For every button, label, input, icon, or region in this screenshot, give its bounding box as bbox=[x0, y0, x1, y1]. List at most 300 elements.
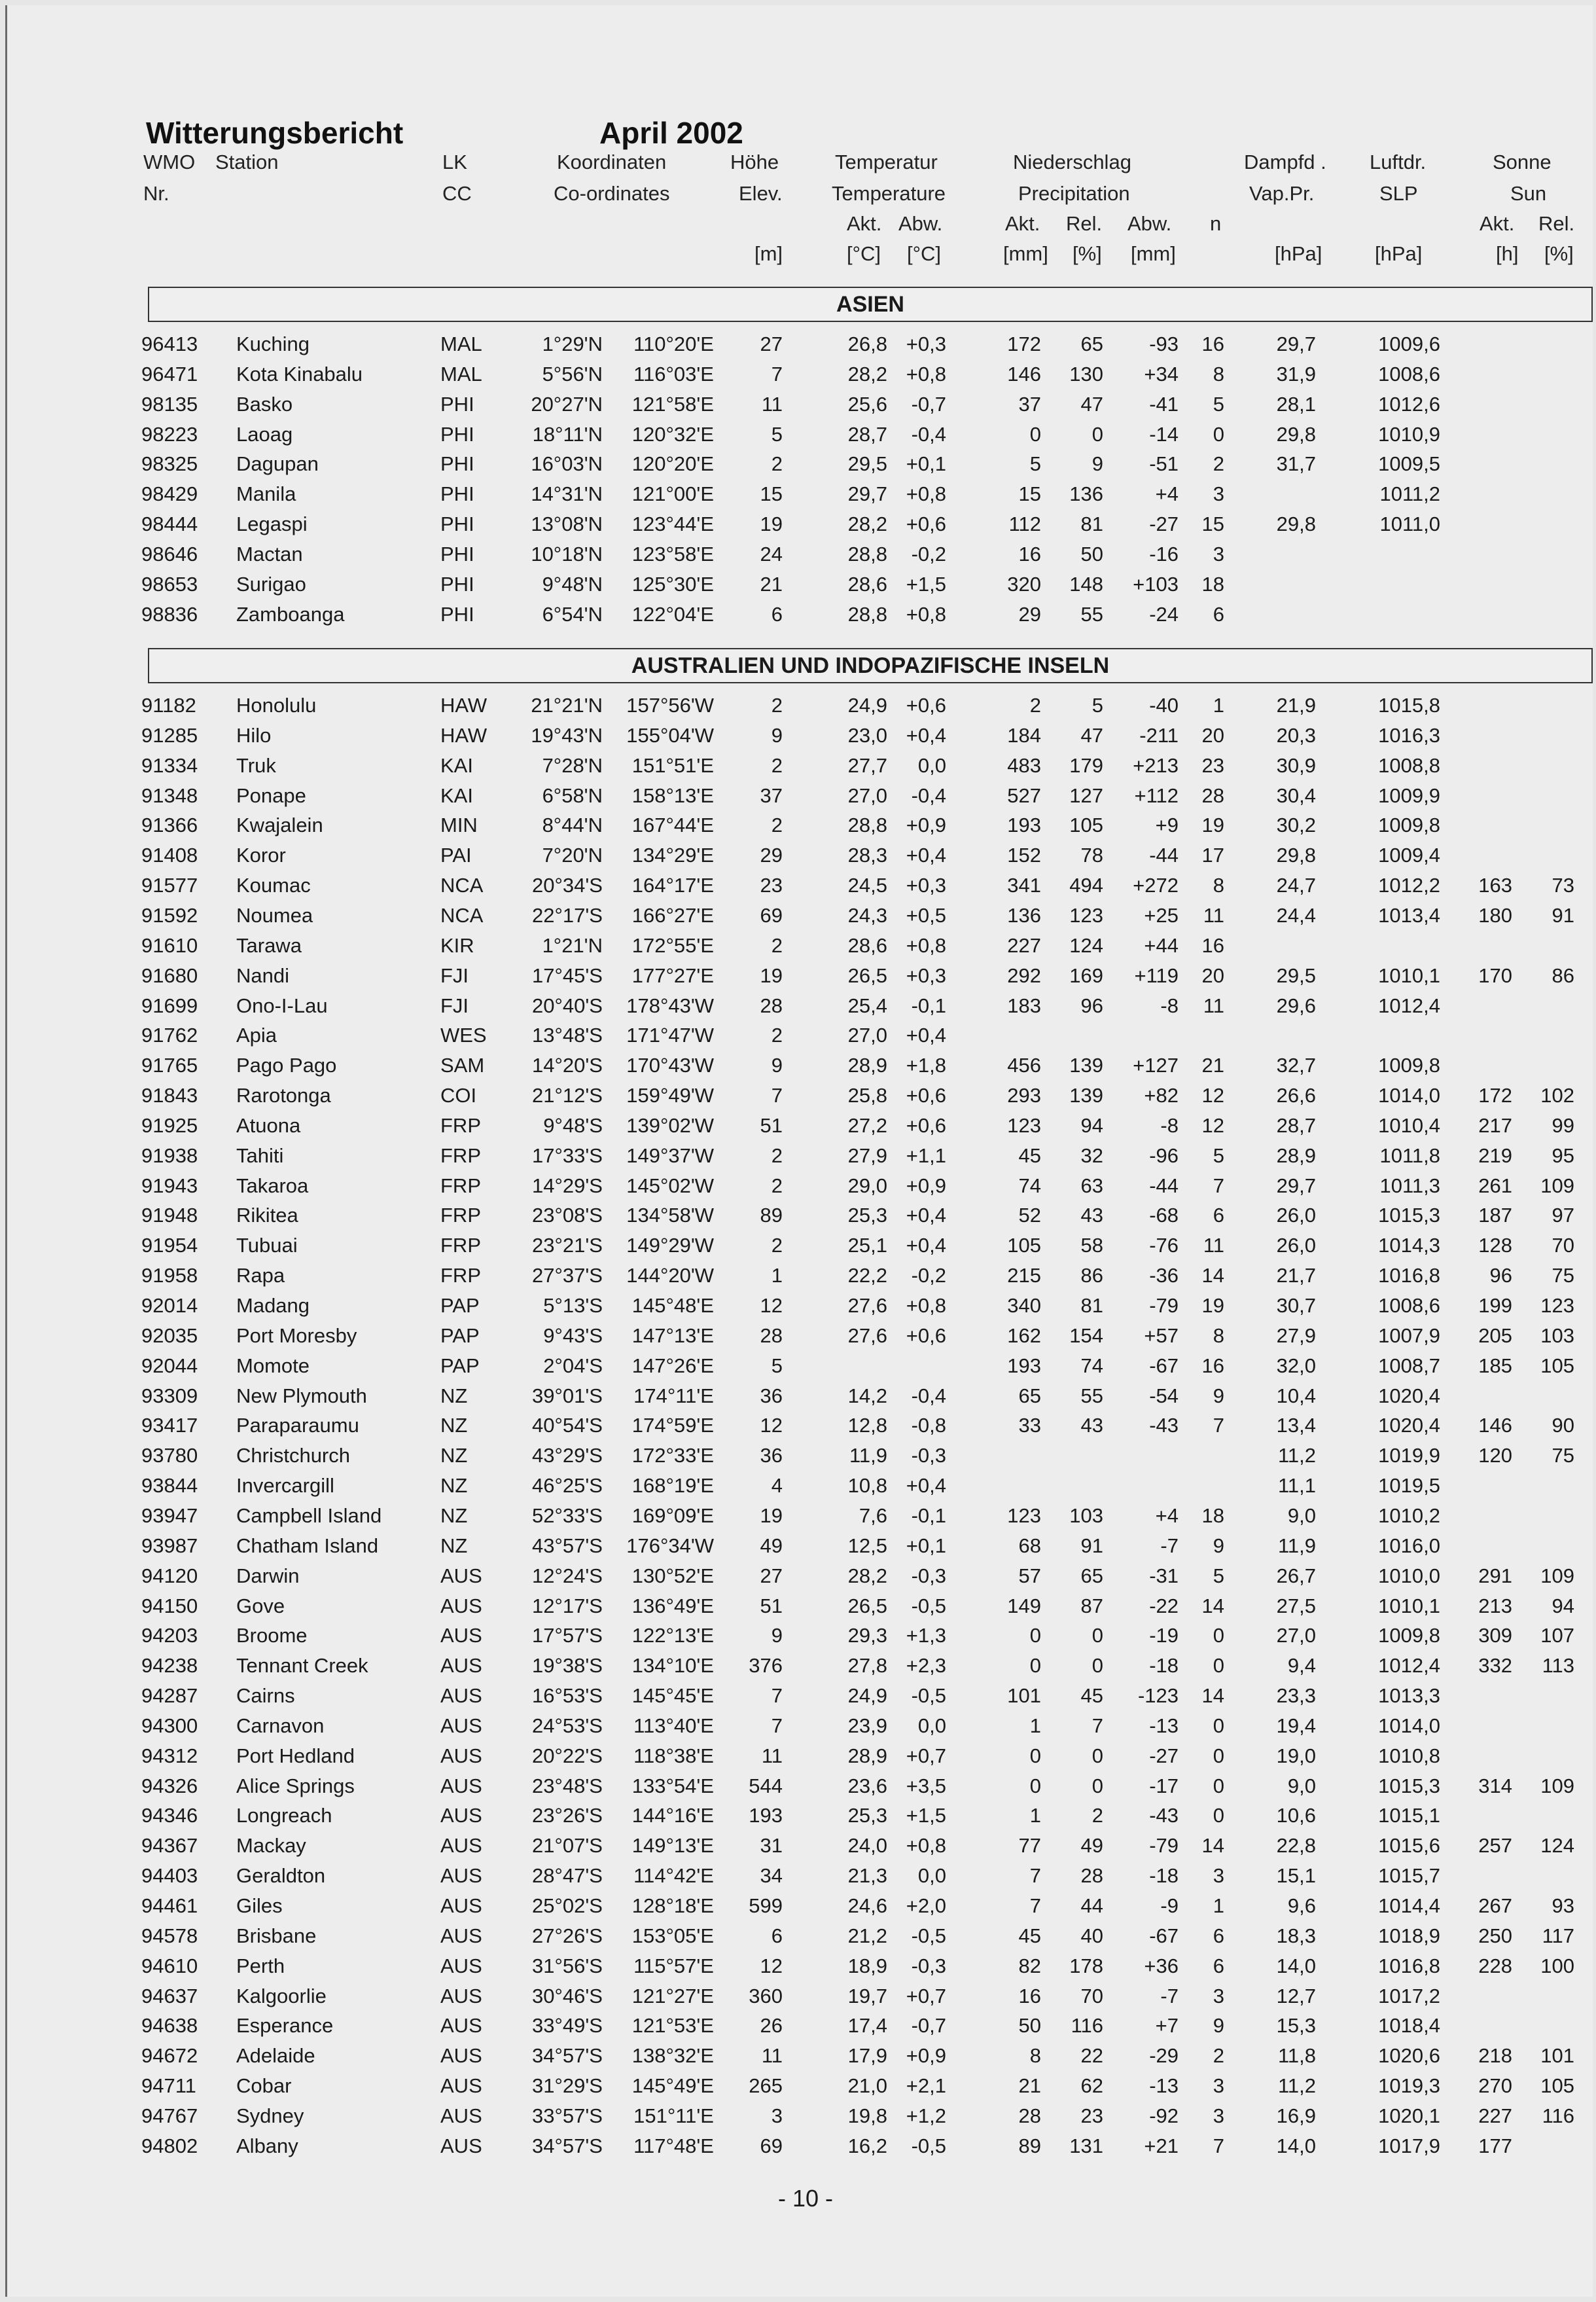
sun-relative: 73 bbox=[1552, 874, 1574, 897]
wmo-number: 93417 bbox=[141, 1414, 198, 1437]
prec-relative: 94 bbox=[1080, 1113, 1103, 1137]
wmo-number: 94672 bbox=[141, 2044, 198, 2068]
prec-actual: 16 bbox=[1018, 1984, 1041, 2007]
country-code: AUS bbox=[440, 1864, 482, 1888]
elevation: 24 bbox=[760, 542, 783, 566]
sea-level-pressure: 1015,8 bbox=[1378, 694, 1440, 717]
elevation: 12 bbox=[760, 1414, 783, 1437]
latitude: 16°03'N bbox=[531, 452, 603, 476]
table-row bbox=[7, 810, 1593, 840]
table-row bbox=[7, 329, 1593, 359]
station-name: Invercargill bbox=[236, 1474, 334, 1498]
latitude: 33°57'S bbox=[532, 2104, 603, 2127]
station-name: Basko bbox=[236, 392, 293, 416]
hdr-station: Station bbox=[215, 151, 279, 173]
hdr-temp-abw: Abw. bbox=[898, 212, 943, 235]
temp-actual: 27,6 bbox=[847, 1323, 887, 1347]
sea-level-pressure: 1008,7 bbox=[1378, 1354, 1440, 1377]
temp-deviation: +0,4 bbox=[906, 1474, 946, 1498]
elevation: 7 bbox=[771, 1714, 783, 1737]
elevation: 36 bbox=[760, 1384, 783, 1407]
temp-deviation: +2,0 bbox=[906, 1894, 946, 1917]
prec-relative: 2 bbox=[1091, 1804, 1103, 1827]
temp-actual: 22,2 bbox=[847, 1264, 887, 1287]
sea-level-pressure: 1016,8 bbox=[1378, 1264, 1440, 1287]
vapour-pressure: 29,8 bbox=[1276, 422, 1316, 446]
country-code: SAM bbox=[440, 1054, 485, 1077]
sea-level-pressure: 1015,6 bbox=[1378, 1834, 1440, 1858]
prec-actual: 28 bbox=[1018, 2104, 1041, 2127]
sun-relative: 124 bbox=[1540, 1834, 1574, 1858]
vapour-pressure: 11,2 bbox=[1277, 1444, 1316, 1467]
sun-relative: 105 bbox=[1540, 1354, 1574, 1377]
vapour-pressure: 9,0 bbox=[1287, 1503, 1316, 1527]
prec-actual: 152 bbox=[1007, 844, 1041, 867]
longitude: 128°18'E bbox=[631, 1894, 714, 1917]
prec-actual: 37 bbox=[1018, 392, 1041, 416]
prec-relative: 58 bbox=[1080, 1234, 1103, 1257]
vapour-pressure: 11,9 bbox=[1277, 1534, 1316, 1557]
prec-relative: 43 bbox=[1080, 1414, 1103, 1437]
prec-deviation: +34 bbox=[1144, 362, 1179, 386]
sun-hours: 96 bbox=[1489, 1264, 1512, 1287]
temp-deviation: +1,1 bbox=[906, 1143, 946, 1167]
wmo-number: 94346 bbox=[141, 1804, 198, 1827]
latitude: 10°18'N bbox=[531, 542, 603, 566]
prec-actual: 184 bbox=[1007, 723, 1041, 747]
prec-actual: 52 bbox=[1018, 1204, 1041, 1227]
elevation: 11 bbox=[761, 2044, 783, 2068]
sea-level-pressure: 1017,9 bbox=[1378, 2134, 1440, 2157]
station-name: Ono-I-Lau bbox=[236, 994, 328, 1017]
prec-actual: 45 bbox=[1018, 1924, 1041, 1947]
table-row bbox=[7, 420, 1593, 450]
temp-actual: 24,6 bbox=[847, 1894, 887, 1917]
sun-relative: 100 bbox=[1540, 1954, 1574, 1977]
longitude: 133°54'E bbox=[631, 1774, 714, 1797]
prec-actual: 341 bbox=[1007, 874, 1041, 897]
sea-level-pressure: 1015,1 bbox=[1378, 1804, 1440, 1827]
latitude: 9°48'S bbox=[543, 1113, 603, 1137]
wmo-number: 91699 bbox=[141, 994, 198, 1017]
prec-actual: 146 bbox=[1007, 362, 1041, 386]
elevation: 2 bbox=[771, 452, 783, 476]
temp-deviation: +1,8 bbox=[906, 1054, 946, 1077]
sea-level-pressure: 1016,3 bbox=[1378, 723, 1440, 747]
country-code: MAL bbox=[440, 333, 482, 355]
country-code: AUS bbox=[440, 1924, 482, 1947]
latitude: 33°49'S bbox=[532, 2014, 603, 2038]
precip-days: 2 bbox=[1213, 452, 1224, 476]
temp-actual: 27,7 bbox=[847, 753, 887, 777]
latitude: 14°31'N bbox=[531, 482, 603, 506]
section-header: ASIEN bbox=[148, 287, 1593, 322]
hdr-temp-akt: Akt. bbox=[847, 212, 882, 235]
sea-level-pressure: 1014,3 bbox=[1378, 1234, 1440, 1257]
hdr-vappr: Vap.Pr. bbox=[1249, 182, 1315, 205]
longitude: 114°42'E bbox=[633, 1864, 714, 1888]
sun-hours: 332 bbox=[1478, 1654, 1512, 1678]
country-code: FRP bbox=[440, 1234, 481, 1257]
sun-hours: 227 bbox=[1478, 2104, 1512, 2127]
hdr-sonne: Sonne bbox=[1493, 151, 1552, 173]
prec-relative: 81 bbox=[1080, 1294, 1103, 1317]
unit-sun-akt: [h] bbox=[1496, 242, 1519, 265]
prec-actual: 1 bbox=[1029, 1804, 1041, 1827]
longitude: 121°58'E bbox=[631, 392, 714, 416]
longitude: 145°02'W bbox=[626, 1174, 714, 1197]
precip-days: 16 bbox=[1201, 1354, 1224, 1377]
vapour-pressure: 12,7 bbox=[1276, 1984, 1316, 2007]
elevation: 6 bbox=[771, 602, 783, 626]
longitude: 134°10'E bbox=[631, 1654, 714, 1678]
sea-level-pressure: 1017,2 bbox=[1378, 1984, 1440, 2007]
country-code: PAP bbox=[440, 1294, 480, 1317]
country-code: FJI bbox=[440, 994, 469, 1017]
country-code: AUS bbox=[440, 1684, 482, 1708]
temp-deviation: +0,6 bbox=[906, 513, 946, 536]
longitude: 134°29'E bbox=[631, 844, 714, 867]
prec-deviation: -92 bbox=[1149, 2104, 1179, 2127]
sea-level-pressure: 1009,9 bbox=[1378, 783, 1440, 807]
table-row bbox=[7, 2101, 1593, 2131]
wmo-number: 91943 bbox=[141, 1174, 198, 1197]
elevation: 193 bbox=[749, 1804, 783, 1827]
longitude: 168°19'E bbox=[631, 1474, 714, 1498]
precip-days: 6 bbox=[1213, 1924, 1224, 1947]
station-name: Sydney bbox=[236, 2104, 304, 2127]
sun-relative: 75 bbox=[1552, 1264, 1574, 1287]
sea-level-pressure: 1011,8 bbox=[1379, 1143, 1440, 1167]
prec-deviation: -7 bbox=[1160, 1534, 1179, 1557]
elevation: 21 bbox=[760, 572, 783, 596]
prec-deviation: -18 bbox=[1149, 1654, 1179, 1678]
sea-level-pressure: 1016,0 bbox=[1378, 1534, 1440, 1557]
vapour-pressure: 27,0 bbox=[1276, 1624, 1316, 1647]
longitude: 149°29'W bbox=[626, 1234, 714, 1257]
elevation: 5 bbox=[771, 422, 783, 446]
hdr-temperature: Temperature bbox=[832, 182, 946, 205]
latitude: 16°53'S bbox=[532, 1684, 603, 1708]
prec-deviation: -13 bbox=[1149, 2074, 1179, 2098]
station-name: Chatham Island bbox=[236, 1534, 379, 1557]
country-code: KAI bbox=[440, 753, 473, 777]
prec-relative: 91 bbox=[1080, 1534, 1103, 1557]
vapour-pressure: 11,1 bbox=[1277, 1474, 1316, 1498]
longitude: 120°20'E bbox=[631, 452, 714, 476]
vapour-pressure: 31,9 bbox=[1276, 362, 1316, 386]
elevation: 12 bbox=[760, 1294, 783, 1317]
prec-actual: 7 bbox=[1029, 1864, 1041, 1888]
elevation: 2 bbox=[771, 1174, 783, 1197]
sea-level-pressure: 1010,1 bbox=[1378, 963, 1440, 987]
table-row bbox=[7, 1891, 1593, 1921]
precip-days: 14 bbox=[1201, 1684, 1224, 1708]
station-name: Momote bbox=[236, 1354, 310, 1377]
precip-days: 6 bbox=[1213, 602, 1224, 626]
wmo-number: 98223 bbox=[141, 422, 198, 446]
country-code: AUS bbox=[440, 2044, 482, 2068]
longitude: 139°02'W bbox=[626, 1113, 714, 1137]
wmo-number: 91592 bbox=[141, 903, 198, 927]
prec-actual: 0 bbox=[1029, 1744, 1041, 1767]
vapour-pressure: 32,7 bbox=[1276, 1054, 1316, 1077]
vapour-pressure: 22,8 bbox=[1276, 1834, 1316, 1858]
wmo-number: 94287 bbox=[141, 1684, 198, 1708]
temp-actual: 29,0 bbox=[847, 1174, 887, 1197]
station-name: Atuona bbox=[236, 1113, 301, 1137]
elevation: 2 bbox=[771, 1024, 783, 1047]
prec-relative: 22 bbox=[1080, 2044, 1103, 2068]
temp-actual: 28,7 bbox=[847, 422, 887, 446]
sea-level-pressure: 1009,8 bbox=[1378, 1054, 1440, 1077]
table-row bbox=[7, 1321, 1593, 1351]
station-name: Kuching bbox=[236, 333, 310, 355]
country-code: PHI bbox=[440, 572, 474, 596]
hdr-cc: CC bbox=[442, 182, 472, 205]
station-name: Madang bbox=[236, 1294, 310, 1317]
wmo-number: 91366 bbox=[141, 814, 198, 837]
latitude: 27°26'S bbox=[532, 1924, 603, 1947]
elevation: 12 bbox=[760, 1954, 783, 1977]
elevation: 7 bbox=[771, 1084, 783, 1107]
prec-actual: 15 bbox=[1018, 482, 1041, 506]
sea-level-pressure: 1007,9 bbox=[1378, 1323, 1440, 1347]
temp-deviation: +1,2 bbox=[906, 2104, 946, 2127]
temp-deviation: +0,4 bbox=[906, 1234, 946, 1257]
precip-days: 1 bbox=[1213, 1894, 1224, 1917]
temp-actual: 12,5 bbox=[847, 1534, 887, 1557]
sun-hours: 309 bbox=[1478, 1624, 1512, 1647]
longitude: 159°49'W bbox=[626, 1084, 714, 1107]
temp-deviation: -0,1 bbox=[911, 1503, 946, 1527]
country-code: MAL bbox=[440, 362, 482, 386]
prec-actual: 1 bbox=[1029, 1714, 1041, 1737]
elevation: 5 bbox=[771, 1354, 783, 1377]
prec-relative: 0 bbox=[1091, 1744, 1103, 1767]
temp-actual: 23,6 bbox=[847, 1774, 887, 1797]
elevation: 69 bbox=[760, 2134, 783, 2157]
country-code: AUS bbox=[440, 2074, 482, 2098]
longitude: 169°09'E bbox=[631, 1503, 714, 1527]
temp-deviation: +0,4 bbox=[906, 1204, 946, 1227]
prec-deviation: -8 bbox=[1160, 1113, 1179, 1137]
latitude: 40°54'S bbox=[532, 1414, 603, 1437]
prec-deviation: +44 bbox=[1144, 933, 1179, 957]
prec-deviation: -79 bbox=[1149, 1294, 1179, 1317]
prec-relative: 178 bbox=[1069, 1954, 1103, 1977]
latitude: 7°28'N bbox=[542, 753, 603, 777]
longitude: 151°51'E bbox=[631, 753, 714, 777]
longitude: 118°38'E bbox=[633, 1744, 714, 1767]
wmo-number: 94610 bbox=[141, 1954, 198, 1977]
prec-deviation: +127 bbox=[1133, 1054, 1179, 1077]
latitude: 5°56'N bbox=[542, 362, 603, 386]
sea-level-pressure: 1018,4 bbox=[1378, 2014, 1440, 2038]
hdr-koordinaten: Koordinaten bbox=[557, 151, 667, 173]
prec-deviation: +36 bbox=[1144, 1954, 1179, 1977]
temp-deviation: -0,2 bbox=[911, 542, 946, 566]
temp-actual: 28,8 bbox=[847, 602, 887, 626]
prec-relative: 116 bbox=[1071, 2014, 1103, 2038]
vapour-pressure: 29,8 bbox=[1276, 513, 1316, 536]
table-row bbox=[7, 539, 1593, 569]
wmo-number: 94638 bbox=[141, 2014, 198, 2038]
temp-deviation: +2,3 bbox=[906, 1654, 946, 1678]
longitude: 110°20'E bbox=[633, 333, 714, 355]
prec-relative: 9 bbox=[1091, 452, 1103, 476]
prec-relative: 0 bbox=[1091, 1624, 1103, 1647]
unit-prec-abw: [mm] bbox=[1131, 242, 1176, 265]
table-row bbox=[7, 840, 1593, 871]
longitude: 122°04'E bbox=[631, 602, 714, 626]
sea-level-pressure: 1009,5 bbox=[1378, 452, 1440, 476]
temp-actual: 14,2 bbox=[847, 1384, 887, 1407]
prec-actual: 172 bbox=[1007, 333, 1041, 355]
station-name: Kwajalein bbox=[236, 814, 323, 837]
temp-actual: 26,5 bbox=[847, 963, 887, 987]
sun-hours: 270 bbox=[1478, 2074, 1512, 2098]
station-name: Gove bbox=[236, 1594, 285, 1617]
vapour-pressure: 18,3 bbox=[1276, 1924, 1316, 1947]
wmo-number: 94326 bbox=[141, 1774, 198, 1797]
wmo-number: 91285 bbox=[141, 723, 198, 747]
elevation: 29 bbox=[760, 844, 783, 867]
prec-actual: 123 bbox=[1007, 1503, 1041, 1527]
wmo-number: 94578 bbox=[141, 1924, 198, 1947]
latitude: 9°43'S bbox=[543, 1323, 603, 1347]
prec-deviation: -43 bbox=[1149, 1804, 1179, 1827]
prec-actual: 105 bbox=[1007, 1234, 1041, 1257]
station-name: Koror bbox=[236, 844, 286, 867]
wmo-number: 91680 bbox=[141, 963, 198, 987]
precip-days: 0 bbox=[1213, 1654, 1224, 1678]
temp-actual: 21,0 bbox=[847, 2074, 887, 2098]
sun-relative: 99 bbox=[1552, 1113, 1574, 1137]
prec-relative: 494 bbox=[1069, 874, 1103, 897]
unit-vappr: [hPa] bbox=[1275, 242, 1322, 265]
sun-relative: 103 bbox=[1540, 1323, 1574, 1347]
table-row bbox=[7, 1561, 1593, 1591]
precip-days: 16 bbox=[1201, 333, 1224, 355]
station-name: Kalgoorlie bbox=[236, 1984, 327, 2007]
country-code: AUS bbox=[440, 1804, 482, 1827]
prec-deviation: +82 bbox=[1144, 1084, 1179, 1107]
sun-hours: 291 bbox=[1478, 1564, 1512, 1587]
precip-days: 6 bbox=[1213, 1954, 1224, 1977]
table-row bbox=[7, 1831, 1593, 1861]
vapour-pressure: 29,5 bbox=[1276, 963, 1316, 987]
hdr-sun: Sun bbox=[1510, 182, 1547, 205]
prec-actual: 0 bbox=[1029, 1654, 1041, 1678]
vapour-pressure: 26,0 bbox=[1276, 1234, 1316, 1257]
station-name: Tennant Creek bbox=[236, 1654, 368, 1678]
temp-actual: 29,3 bbox=[847, 1624, 887, 1647]
prec-actual: 16 bbox=[1018, 542, 1041, 566]
sea-level-pressure: 1010,8 bbox=[1378, 1744, 1440, 1767]
station-name: Zamboanga bbox=[236, 602, 345, 626]
wmo-number: 94300 bbox=[141, 1714, 198, 1737]
longitude: 121°53'E bbox=[631, 2014, 714, 2038]
table-row bbox=[7, 1200, 1593, 1231]
prec-relative: 50 bbox=[1080, 542, 1103, 566]
prec-deviation: -123 bbox=[1137, 1684, 1179, 1708]
table-row bbox=[7, 1501, 1593, 1531]
document-page bbox=[5, 5, 1593, 2297]
country-code: AUS bbox=[440, 2134, 482, 2157]
prec-deviation: -27 bbox=[1149, 513, 1179, 536]
precip-days: 9 bbox=[1213, 1384, 1224, 1407]
sea-level-pressure: 1014,4 bbox=[1378, 1894, 1440, 1917]
prec-deviation: -76 bbox=[1149, 1234, 1179, 1257]
temp-actual: 21,2 bbox=[847, 1924, 887, 1947]
vapour-pressure: 19,0 bbox=[1276, 1744, 1316, 1767]
vapour-pressure: 9,4 bbox=[1287, 1654, 1316, 1678]
elevation: 9 bbox=[771, 1624, 783, 1647]
sea-level-pressure: 1011,2 bbox=[1379, 482, 1440, 506]
temp-deviation: 0,0 bbox=[917, 1864, 946, 1888]
wmo-number: 92035 bbox=[141, 1323, 198, 1347]
temp-deviation: -0,2 bbox=[911, 1264, 946, 1287]
sun-relative: 101 bbox=[1540, 2044, 1574, 2068]
temp-deviation: +0,6 bbox=[906, 1323, 946, 1347]
wmo-number: 91577 bbox=[141, 874, 198, 897]
prec-actual: 527 bbox=[1007, 783, 1041, 807]
prec-relative: 45 bbox=[1080, 1684, 1103, 1708]
prec-relative: 5 bbox=[1091, 694, 1103, 717]
table-row bbox=[7, 1651, 1593, 1681]
wmo-number: 94312 bbox=[141, 1744, 198, 1767]
country-code: KIR bbox=[440, 933, 474, 957]
table-row bbox=[7, 449, 1593, 479]
sun-relative: 105 bbox=[1540, 2074, 1574, 2098]
country-code: FJI bbox=[440, 963, 469, 987]
sea-level-pressure: 1008,6 bbox=[1378, 1294, 1440, 1317]
prec-relative: 23 bbox=[1080, 2104, 1103, 2127]
table-row bbox=[7, 1861, 1593, 1891]
temp-actual: 28,8 bbox=[847, 814, 887, 837]
prec-actual: 74 bbox=[1018, 1174, 1041, 1197]
country-code: PHI bbox=[440, 542, 474, 566]
prec-actual: 227 bbox=[1007, 933, 1041, 957]
latitude: 6°58'N bbox=[542, 783, 603, 807]
precip-days: 3 bbox=[1213, 2104, 1224, 2127]
sun-hours: 228 bbox=[1478, 1954, 1512, 1977]
sun-hours: 218 bbox=[1478, 2044, 1512, 2068]
sea-level-pressure: 1013,3 bbox=[1378, 1684, 1440, 1708]
prec-deviation: -9 bbox=[1160, 1894, 1179, 1917]
wmo-number: 91334 bbox=[141, 753, 198, 777]
temp-actual: 24,9 bbox=[847, 1684, 887, 1708]
country-code: KAI bbox=[440, 783, 473, 807]
prec-relative: 43 bbox=[1080, 1204, 1103, 1227]
prec-relative: 87 bbox=[1080, 1594, 1103, 1617]
elevation: 544 bbox=[749, 1774, 783, 1797]
report-title: Witterungsbericht bbox=[146, 116, 404, 150]
prec-deviation: -211 bbox=[1139, 723, 1179, 747]
wmo-number: 98325 bbox=[141, 452, 198, 476]
longitude: 121°27'E bbox=[631, 1984, 714, 2007]
temp-deviation: +0,4 bbox=[906, 1024, 946, 1047]
temp-actual: 24,9 bbox=[847, 694, 887, 717]
precip-days: 0 bbox=[1213, 422, 1224, 446]
hdr-n: n bbox=[1210, 212, 1222, 235]
vapour-pressure: 24,4 bbox=[1276, 903, 1316, 927]
sun-hours: 163 bbox=[1478, 874, 1512, 897]
temp-deviation: -0,3 bbox=[911, 1444, 946, 1467]
longitude: 145°48'E bbox=[631, 1294, 714, 1317]
longitude: 149°13'E bbox=[631, 1834, 714, 1858]
